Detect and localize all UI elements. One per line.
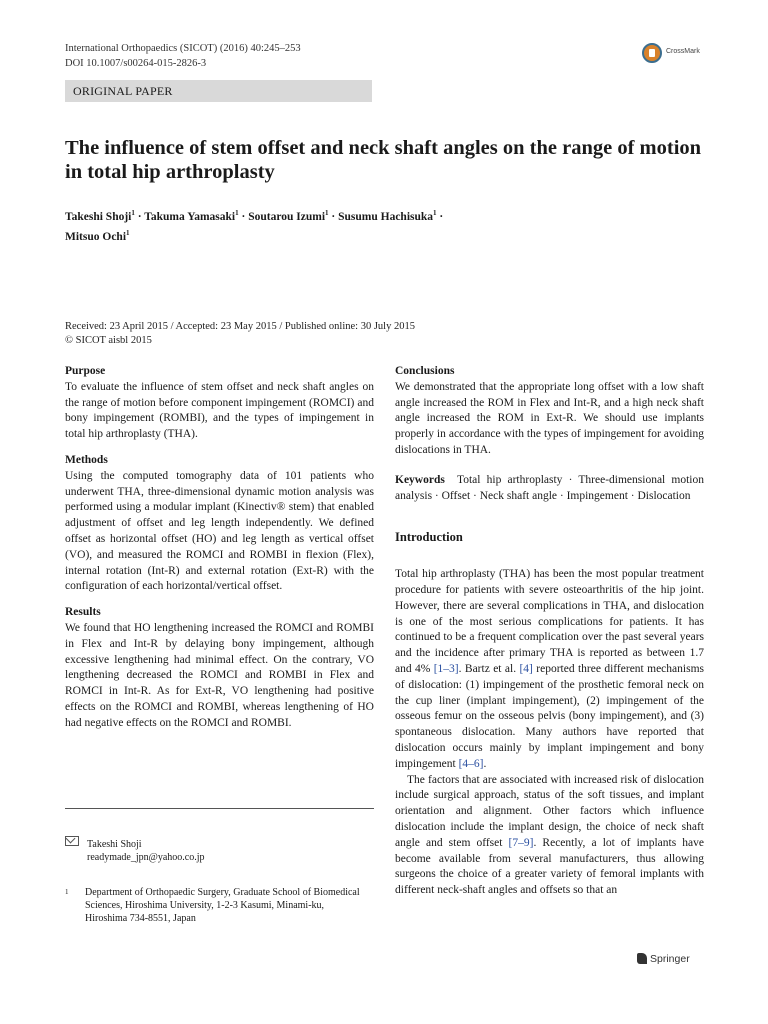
- citation-link[interactable]: [1–3]: [433, 662, 459, 675]
- copyright: © SICOT aisbl 2015: [65, 335, 152, 346]
- affiliation-text: Department of Orthopaedic Surgery, Graduate School of Biomedical Sciences, Hiroshima University, 1-2-3 Kasumi, Minami-ku, Hiroshima 734-8551, Japan: [85, 887, 360, 924]
- publication-dates: [65, 320, 415, 348]
- article-history: Received: 23 April 2015 / Accepted: 23 May 2015 / Published online: 30 July 2015: [65, 321, 415, 332]
- footnote-divider: [65, 808, 374, 809]
- results-heading: Results: [65, 606, 101, 619]
- author[interactable]: Mitsuo Ochi$^1$: [65, 228, 130, 243]
- right-column: [395, 364, 704, 899]
- crossmark-icon: [642, 43, 662, 63]
- results-text: We found that HO lengthening increased the ROMCI and ROMBI in Flex and Int-R by delaying bony impingement, although excessive lengthening had minimal effect. On the contrary, VO lengthening decreased the ROMCI and ROMBI in Flex and ROMCI in Int-R. As for Ext-R, VO lengthening had positive effects on the ROMCI and ROMBI, whereas lengthening of HO had negative effects on the ROMCI and ROMBI.: [65, 621, 374, 729]
- crossmark-label: CrossMark: [666, 48, 700, 55]
- journal-header: [65, 41, 301, 71]
- article-type-banner: ORIGINAL PAPER: [65, 80, 372, 102]
- citation-link[interactable]: [4–6]: [458, 757, 484, 770]
- citation-link[interactable]: [4]: [519, 662, 533, 675]
- methods-heading: Methods: [65, 453, 108, 466]
- journal-citation: International Orthopaedics (SICOT) (2016) 40:245–253: [65, 43, 301, 54]
- envelope-icon: [65, 836, 79, 846]
- contact-name: Takeshi Shoji: [87, 839, 142, 850]
- introduction-heading: Introduction: [395, 530, 463, 545]
- intro-paragraph-1: Total hip arthroplasty (THA) has been the most popular treatment procedure for patients with severe osteoarthritis of the hip joint. However, there are several complications in THA, and dislocation is one of the most serious complications for patients. It has continued to be a frequent complication over the past several years and the incidence after primary THA is reported as between 1.7 and 4% [1–3]. Bartz et al. [4] reported three different mechanisms of dislocation: (1) impingement of the prosthetic femoral neck on the cup liner (implant impingement), (2) impingement of the osseous femur on the osseous pelvis (bony impingement), and (3) spontaneous dislocation. Many authors have reported that dislocation occurs mainly by implant impingement and bony impingement [4–6].: [395, 568, 704, 770]
- affiliation-number: 1: [65, 888, 69, 896]
- author[interactable]: Soutarou Izumi$^1$: [248, 209, 329, 223]
- purpose-text: To evaluate the influence of stem offset and neck shaft angles on the range of motion before component impingement (ROMCI) and bony impingement (ROMBI), and the types of impingement in total hip arthroplasty (THA).: [65, 380, 374, 441]
- article-title: The influence of stem offset and neck shaft angles on the range of motion in total hip arthroplasty: [65, 137, 702, 183]
- keywords-text: Total hip arthroplasty · Three-dimensional motion analysis · Offset · Neck shaft angle · Impingement · Dislocation: [395, 473, 704, 502]
- abstract-left-column: [65, 364, 374, 742]
- springer-horse-icon: [637, 953, 647, 964]
- affiliation: [65, 886, 365, 925]
- conclusions-text: We demonstrated that the appropriate long offset with a low shaft angle increased the ROM in Flex and Int-R, and a high neck shaft angle increased the ROM in Ext-R. We should use implants properly in accordance with the types of impingement for avoiding dislocations in THA.: [395, 380, 704, 456]
- methods-text: Using the computed tomography data of 101 patients who underwent THA, three-dimensional dynamic motion analysis was performed using a modular implant (Kinectiv® stem) that enabled adjustment of offset and leg length independently. We defined offset as horizontal offset (HO) and leg length as vertical offset (VO), and measured the ROMCI and ROMBI in flexion (Flex), internal rotation (Int-R) and external rotation (Ext-R) with the configuration of each horizontal/vertical offset.: [65, 469, 374, 593]
- author[interactable]: Susumu Hachisuka$^1$: [338, 209, 437, 223]
- publisher-logo: [637, 953, 690, 965]
- author-list: Takeshi Shoji$^1$ · Takuma Yamasaki$^1$ · Soutarou Izumi$^1$ · Susumu Hachisuka$^1$ · Mitsuo Ochi$^1$: [65, 209, 444, 243]
- citation-link[interactable]: [7–9]: [508, 836, 534, 849]
- doi[interactable]: DOI 10.1007/s00264-015-2826-3: [65, 58, 207, 69]
- intro-paragraph-2: The factors that are associated with increased risk of dislocation include surgical approach, status of the soft tissues, and implant orientation and alignment. Other factors which influence dislocation include the implant design, the choice of neck shaft angle and stem offset [7–9]. Recently, a lot of implants have become available from several manufacturers, thus allowing surgeons the choice of a greater variety of femoral implants with different neck-shaft angles and offsets so that an: [395, 773, 704, 897]
- author[interactable]: Takuma Yamasaki$^1$: [144, 209, 239, 223]
- crossmark-badge[interactable]: [642, 43, 722, 67]
- conclusions-heading: Conclusions: [395, 365, 455, 377]
- corresponding-author: [65, 836, 205, 864]
- publisher-name: Springer: [650, 953, 690, 965]
- contact-email[interactable]: readymade_jpn@yahoo.co.jp: [87, 852, 205, 863]
- keywords-heading: Keywords: [395, 473, 445, 486]
- purpose-heading: Purpose: [65, 365, 106, 377]
- keywords: [395, 473, 704, 505]
- author[interactable]: Takeshi Shoji$^1$: [65, 209, 135, 223]
